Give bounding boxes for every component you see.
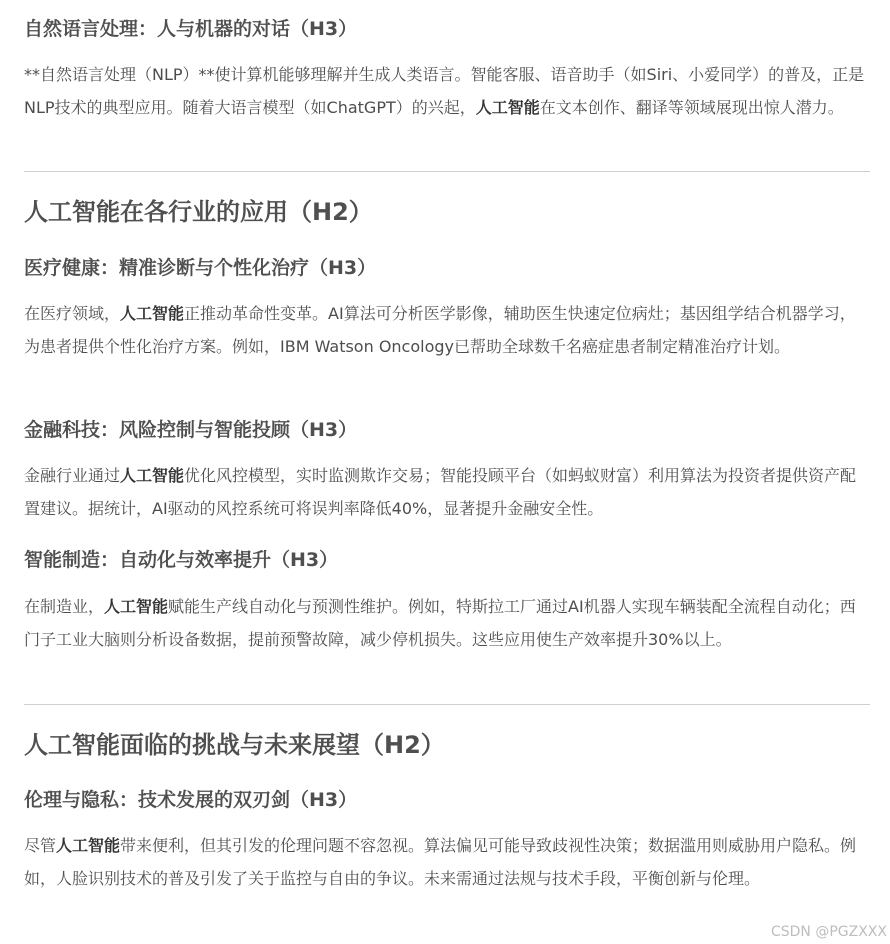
paragraph-text: 带来便利，但其引发的伦理问题不容忽视。算法偏见可能导致歧视性决策；数据滥用则威胁用户隐私。例如，人脸识别技术的普及引发了关于监控与自由的争议。未来需通过法规与技术手段，平衡创新与伦理。 <box>24 836 857 888</box>
paragraph-nlp <box>24 58 870 124</box>
csdn-watermark: CSDN @PGZXXX <box>770 924 887 940</box>
heading-medical: 医疗健康：精准诊断与个性化治疗（H3） <box>24 257 377 279</box>
heading-manufacturing: 智能制造：自动化与效率提升（H3） <box>24 549 339 571</box>
heading-challenges: 人工智能面临的挑战与未来展望（H2） <box>24 731 445 759</box>
heading-ethics: 伦理与隐私：技术发展的双刃剑（H3） <box>24 789 358 811</box>
paragraph-text: 金融行业通过 <box>24 466 121 485</box>
paragraph-text: 在制造业， <box>24 597 105 616</box>
paragraph-text: 在文本创作、翻译等领域展现出惊人潜力。 <box>539 98 844 117</box>
paragraph-manufacturing <box>24 590 870 656</box>
bold-keyword: 人工智能 <box>56 836 121 855</box>
bold-keyword: 人工智能 <box>120 466 185 485</box>
bold-keyword: 人工智能 <box>104 597 169 616</box>
section-divider <box>24 704 870 705</box>
bold-keyword: 人工智能 <box>475 98 540 117</box>
paragraph-medical <box>24 297 870 363</box>
paragraph-text: 正推动革命性变革。AI算法可分析医学影像，辅助医生快速定位病灶；基因组学结合机器学习，为患者提供个性化治疗方案。例如，IBM Watson Oncology已帮助全球数千名癌症患者制定精准治疗计划。 <box>24 304 856 356</box>
paragraph-text: **自然语言处理（NLP）**使计算机能够理解并生成人类语言。智能客服、语音助手（如Siri、小爱同学）的普及，正是NLP技术的典型应用。随着大语言模型（如ChatGPT）的兴起， <box>24 65 865 117</box>
paragraph-ethics <box>24 829 870 895</box>
paragraph-text: 赋能生产线自动化与预测性维护。例如，特斯拉工厂通过AI机器人实现车辆装配全流程自动化；西门子工业大脑则分析设备数据，提前预警故障，减少停机损失。这些应用使生产效率提升30%以上。 <box>24 597 856 649</box>
paragraph-text: 尽管 <box>24 836 57 855</box>
section-divider <box>24 171 870 172</box>
heading-finance: 金融科技：风险控制与智能投顾（H3） <box>24 419 358 441</box>
paragraph-text: 优化风控模型，实时监测欺诈交易；智能投顾平台（如蚂蚁财富）利用算法为投资者提供资产配置建议。据统计，AI驱动的风控系统可将误判率降低40%，显著提升金融安全性。 <box>24 466 857 518</box>
heading-industries: 人工智能在各行业的应用（H2） <box>24 198 373 226</box>
paragraph-finance <box>24 459 870 525</box>
paragraph-text: 在医疗领域， <box>24 304 121 323</box>
heading-nlp: 自然语言处理：人与机器的对话（H3） <box>24 18 358 40</box>
bold-keyword: 人工智能 <box>120 304 185 323</box>
